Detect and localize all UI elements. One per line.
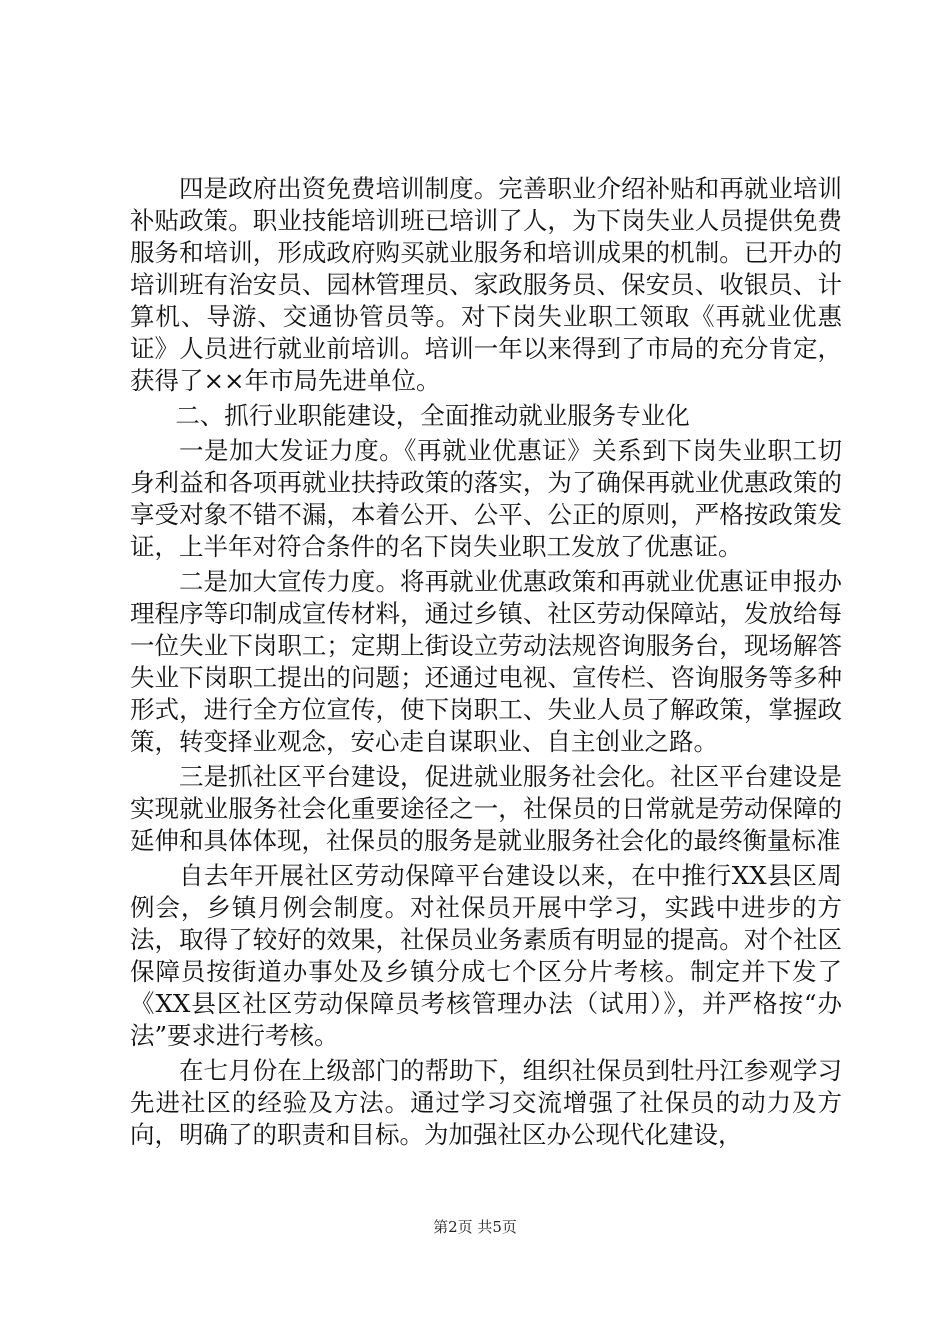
paragraph-study-visit: 在七月份在上级部门的帮助下，组织社保员到牡丹江参观学习先进社区的经验及方法。通过学习交流增强了社保员的动力及方向，明确了的职责和目标。为加强社区办公现代化建设， [130,1056,842,1149]
paragraph-weekly-meetings: 自去年开展社区劳动保障平台建设以来，在中推行XX县区周例会，乡镇月例会制度。对社保员开展中学习，实践中进步的方法，取得了较好的效果，社保员业务素质有明显的提高。对个社区保障员按街道办事处及乡镇分成七个区分片考核。制定并下发了《XX县区社区劳动保障员考核管理办法（试用）》，并严格按“办法”要求进行考核。 [130,861,842,1050]
page-footer: 第2页 共5页 [433,1218,517,1236]
paragraph-free-training: 四是政府出资免费培训制度。完善职业介绍补贴和再就业培训补贴政策。职业技能培训班已培训了人，为下岗失业人员提供免费服务和培训，形成政府购买就业服务和培训成果的机制。已开办的培训班有治安员、园林管理员、家政服务员、保安员、收银员、计算机、导游、交通协管员等。对下岗失业职工领取《再就业优惠证》人员进行就业前培训。培训一年以来得到了市局的充分肯定，获得了××年市局先进单位。 [130,174,842,395]
section-heading-2: 二、抓行业职能建设，全面推动就业服务专业化 [175,401,690,430]
document-body [130,173,842,1154]
paragraph-community-platform: 三是抓社区平台建设，促进就业服务社会化。社区平台建设是实现就业服务社会化重要途径之一，社保员的日常就是劳动保障的延伸和具体体现，社保员的服务是就业服务社会化的最终衡量标准 [130,762,842,855]
paragraph-publicity: 二是加大宣传力度。将再就业优惠政策和再就业优惠证申报办理程序等印制成宣传材料，通过乡镇、社区劳动保障站，发放给每一位失业下岗职工；定期上街设立劳动法规咨询服务台，现场解答失业下岗职工提出的问题；还通过电视、宣传栏、咨询服务等多种形式，进行全方位宣传，使下岗职工、失业人员了解政策，掌握政策，转变择业观念，安心走自谋职业、自主创业之路。 [130,567,842,756]
paragraph-certificate: 一是加大发证力度。《再就业优惠证》关系到下岗失业职工切身利益和各项再就业扶持政策的落实，为了确保再就业优惠政策的享受对象不错不漏，本着公开、公平、公正的原则，严格按政策发证，上半年对符合条件的名下岗失业职工发放了优惠证。 [130,436,842,561]
